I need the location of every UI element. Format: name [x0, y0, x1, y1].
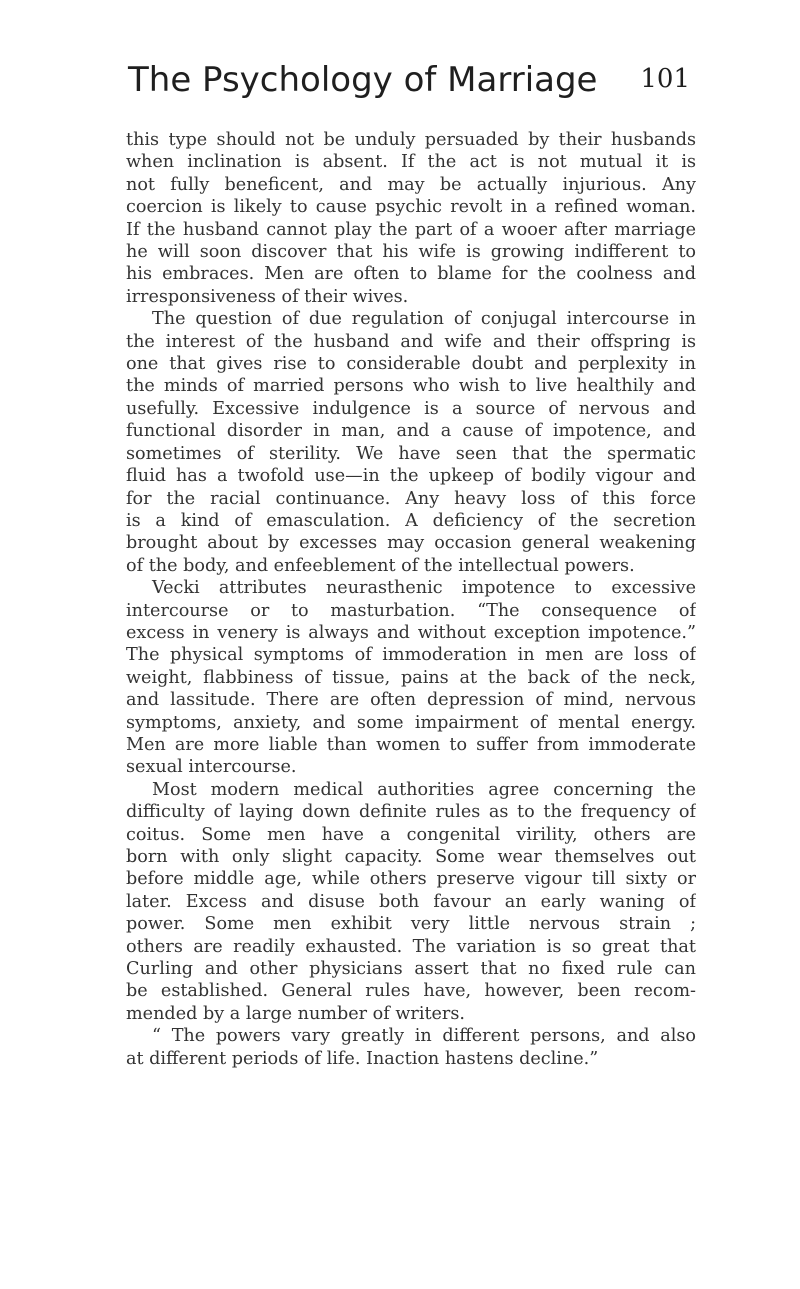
- text-line: functional disorder in man, and a cause of impotence, and: [126, 421, 696, 442]
- text-line: sexual intercourse.: [126, 757, 297, 778]
- text-line: Vecki attributes neurasthenic impotence to excessive: [152, 578, 696, 599]
- text-line: he will soon discover that his wife is growing indifferent to: [126, 242, 696, 263]
- text-line: irresponsiveness of their wives.: [126, 286, 409, 307]
- text-line: and lassitude. There are often depression of mind, nervous: [126, 690, 696, 711]
- text-line: “ The powers vary greatly in different persons, and also: [152, 1026, 696, 1047]
- text-line: the interest of the husband and wife and their offspring is: [126, 331, 696, 352]
- text-line: intercourse or to masturbation. “The consequence of: [126, 600, 696, 621]
- page-header: [128, 60, 690, 120]
- text-line: for the racial continuance. Any heavy loss of this force: [126, 488, 696, 509]
- text-line: The physical symptoms of immoderation in men are loss of: [126, 645, 696, 666]
- text-line: brought about by excesses may occasion general weakening: [126, 533, 696, 554]
- text-line: before middle age, while others preserve vigour till sixty or: [126, 869, 696, 890]
- text-line: one that gives rise to considerable doubt and perplexity in: [126, 354, 696, 375]
- text-line: symptoms, anxiety, and some impairment of mental energy.: [126, 712, 696, 733]
- text-line: excess in venery is always and without exception impotence.”: [126, 622, 696, 643]
- text-line: Curling and other physicians assert that no fixed rule can: [126, 959, 696, 980]
- text-line: usefully. Excessive indulgence is a source of nervous and: [126, 398, 696, 419]
- text-line: mended by a large number of writers.: [126, 1003, 465, 1024]
- text-line: If the husband cannot play the part of a wooer after marriage: [126, 219, 696, 240]
- text-line: The question of due regulation of conjugal intercourse in: [152, 309, 696, 330]
- text-line: difficulty of laying down definite rules as to the frequency of: [126, 802, 696, 823]
- text-line: this type should not be unduly persuaded by their husbands: [126, 130, 696, 150]
- text-line: the minds of married persons who wish to live healthily and: [126, 376, 696, 397]
- text-line: be established. General rules have, however, been recom-: [126, 981, 696, 1002]
- text-line: sometimes of sterility. We have seen that the spermatic: [126, 443, 696, 464]
- body-text: [126, 129, 696, 1070]
- text-line: not fully beneficent, and may be actually injurious. Any: [126, 174, 696, 195]
- text-line: at different periods of life. Inaction hastens decline.”: [126, 1048, 599, 1069]
- text-line: weight, flabbiness of tissue, pains at the back of the neck,: [126, 667, 696, 688]
- text-line: his embraces. Men are often to blame for the coolness and: [126, 264, 696, 285]
- text-line: of the body, and enfeeblement of the intellectual powers.: [126, 555, 635, 576]
- running-title: The Psychology of Marriage: [128, 60, 598, 100]
- text-line: coitus. Some men have a congenital virility, others are: [126, 824, 696, 845]
- text-line: is a kind of emasculation. A deficiency of the secretion: [126, 510, 696, 531]
- text-line: born with only slight capacity. Some wear themselves out: [126, 847, 696, 867]
- text-line: coercion is likely to cause psychic revolt in a refined woman.: [126, 197, 696, 218]
- text-line: when inclination is absent. If the act is not mutual it is: [126, 152, 696, 173]
- text-line: others are readily exhausted. The variation is so great that: [126, 936, 696, 957]
- text-line: Most modern medical authorities agree concerning the: [152, 779, 696, 800]
- text-line: fluid has a twofold use—in the upkeep of bodily vigour and: [126, 466, 696, 487]
- page-number: 101: [640, 64, 690, 94]
- text-line: Men are more liable than women to suffer from immoderate: [126, 734, 696, 755]
- text-line: later. Excess and disuse both favour an early waning of: [126, 891, 696, 912]
- text-line: power. Some men exhibit very little nervous strain ;: [126, 914, 696, 935]
